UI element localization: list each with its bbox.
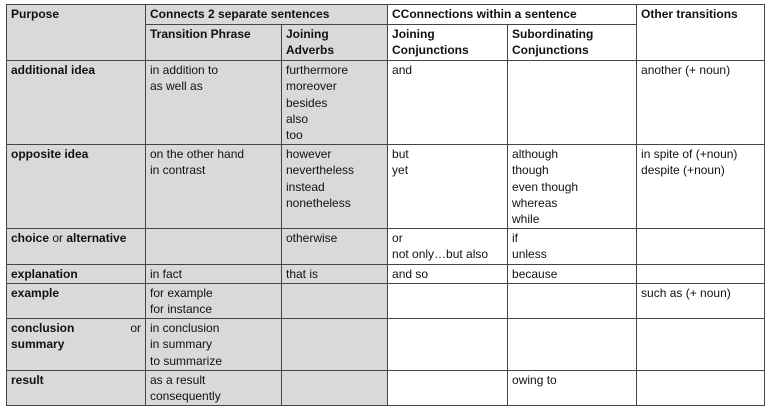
cell-line: while xyxy=(512,212,540,227)
header-text-line: Conjunctions xyxy=(512,43,589,58)
subordinating-conjunctions-cell xyxy=(508,61,637,145)
joining-adverbs-cell xyxy=(282,145,388,229)
subordinating-conjunctions-cell xyxy=(508,229,637,265)
cell-line: for instance xyxy=(150,302,213,317)
cell-line: consequently xyxy=(150,389,221,404)
cell-line: besides xyxy=(286,95,328,110)
subordinating-conjunctions-cell xyxy=(508,284,637,319)
table-row xyxy=(7,371,765,406)
table-row xyxy=(7,319,765,371)
joining-conjunctions-cell xyxy=(388,61,508,145)
cell-line: otherwise xyxy=(286,231,338,245)
cell-line: in conclusion xyxy=(150,321,220,335)
transitions-table xyxy=(6,4,765,406)
cell-line: also xyxy=(286,111,309,126)
cell-line: in summary xyxy=(150,337,213,352)
header-text-line: Conjunctions xyxy=(392,43,469,58)
cell-line: in spite of (+noun) xyxy=(641,147,738,161)
other-transitions-cell xyxy=(637,61,765,145)
cell-line: despite (+noun) xyxy=(641,163,725,178)
purpose-word: summary xyxy=(11,337,65,352)
cell-line: in contrast xyxy=(150,163,206,178)
purpose-cell xyxy=(7,319,146,371)
cell-line: owing to xyxy=(512,373,557,387)
header-joining-conjunctions xyxy=(388,25,508,61)
purpose-word: conclusion xyxy=(11,321,75,335)
transition-phrase-cell xyxy=(146,371,282,406)
cell-line: instead xyxy=(286,179,325,194)
purpose-cell: result xyxy=(7,371,146,406)
other-transitions-cell xyxy=(637,265,765,284)
transition-phrase-cell xyxy=(146,145,282,229)
subordinating-conjunctions-cell xyxy=(508,319,637,371)
cell-line: or xyxy=(392,231,403,245)
cell-line: because xyxy=(512,267,558,281)
cell-line: although xyxy=(512,147,559,161)
cell-line: not only…but also xyxy=(392,247,489,262)
joining-conjunctions-cell xyxy=(388,319,508,371)
joining-adverbs-cell xyxy=(282,265,388,284)
other-transitions-cell xyxy=(637,229,765,265)
other-transitions-cell xyxy=(637,284,765,319)
table-row xyxy=(7,61,765,145)
subordinating-conjunctions-cell xyxy=(508,145,637,229)
transition-phrase-cell xyxy=(146,319,282,371)
cell-line: and so xyxy=(392,267,429,281)
table-row xyxy=(7,229,765,265)
cell-line: yet xyxy=(392,163,409,178)
cell-line: but xyxy=(392,147,409,161)
cell-line: on the other hand xyxy=(150,147,245,161)
header-text-line: Adverbs xyxy=(286,43,335,58)
cell-line: as well as xyxy=(150,79,203,94)
cell-line: furthermore xyxy=(286,63,349,77)
header-subordinating-conjunctions xyxy=(508,25,637,61)
subordinating-conjunctions-cell xyxy=(508,265,637,284)
purpose-connector: or xyxy=(49,231,67,245)
cell-line: nonetheless xyxy=(286,195,351,210)
header-text-line: Subordinating xyxy=(512,27,594,41)
cell-line: and xyxy=(392,63,413,77)
transition-phrase-cell xyxy=(146,265,282,284)
purpose-word: choice xyxy=(11,231,50,245)
purpose-cell: additional idea xyxy=(7,61,146,145)
other-transitions-cell xyxy=(637,319,765,371)
purpose-first-line xyxy=(11,320,141,336)
cell-line: however xyxy=(286,147,332,161)
header-text-line: Joining xyxy=(286,27,329,41)
table-row xyxy=(7,284,765,319)
table-row xyxy=(7,265,765,284)
transition-phrase-cell xyxy=(146,229,282,265)
header-group-separate: Connects 2 separate sentences xyxy=(146,5,388,25)
joining-adverbs-cell xyxy=(282,61,388,145)
purpose-connector: or xyxy=(130,321,141,335)
table-row xyxy=(7,145,765,229)
cell-line: to summarize xyxy=(150,353,223,368)
cell-line: nevertheless xyxy=(286,163,355,178)
header-transition-phrase: Transition Phrase xyxy=(146,25,282,61)
cell-line: in addition to xyxy=(150,63,219,77)
joining-conjunctions-cell xyxy=(388,145,508,229)
other-transitions-cell xyxy=(637,371,765,406)
cell-line: such as (+ noun) xyxy=(641,286,731,300)
joining-conjunctions-cell xyxy=(388,265,508,284)
purpose-cell: opposite idea xyxy=(7,145,146,229)
cell-line: that is xyxy=(286,267,319,281)
joining-conjunctions-cell xyxy=(388,284,508,319)
cell-line: moreover xyxy=(286,79,337,94)
header-group-within: CConnections within a sentence xyxy=(388,5,637,25)
header-joining-adverbs xyxy=(282,25,388,61)
cell-line: for example xyxy=(150,286,213,300)
purpose-cell: explanation xyxy=(7,265,146,284)
header-purpose: Purpose xyxy=(7,5,146,61)
cell-line: too xyxy=(286,128,303,143)
subordinating-conjunctions-cell xyxy=(508,371,637,406)
cell-line: as a result xyxy=(150,373,206,387)
joining-adverbs-cell xyxy=(282,229,388,265)
joining-adverbs-cell xyxy=(282,319,388,371)
cell-line: even though xyxy=(512,179,579,194)
cell-line: in fact xyxy=(150,267,183,281)
other-transitions-cell xyxy=(637,145,765,229)
joining-conjunctions-cell xyxy=(388,229,508,265)
cell-line: unless xyxy=(512,247,547,262)
joining-adverbs-cell xyxy=(282,284,388,319)
joining-conjunctions-cell xyxy=(388,371,508,406)
cell-line: if xyxy=(512,231,519,245)
cell-line: another (+ noun) xyxy=(641,63,731,77)
transition-phrase-cell xyxy=(146,284,282,319)
purpose-word: alternative xyxy=(66,231,127,245)
transition-phrase-cell xyxy=(146,61,282,145)
joining-adverbs-cell xyxy=(282,371,388,406)
cell-line: though xyxy=(512,163,549,178)
header-row-groups xyxy=(7,5,765,25)
purpose-cell: example xyxy=(7,284,146,319)
cell-line: whereas xyxy=(512,195,558,210)
purpose-cell xyxy=(7,229,146,265)
header-text-line: Joining xyxy=(392,27,435,41)
header-other-transitions: Other transitions xyxy=(637,5,765,61)
